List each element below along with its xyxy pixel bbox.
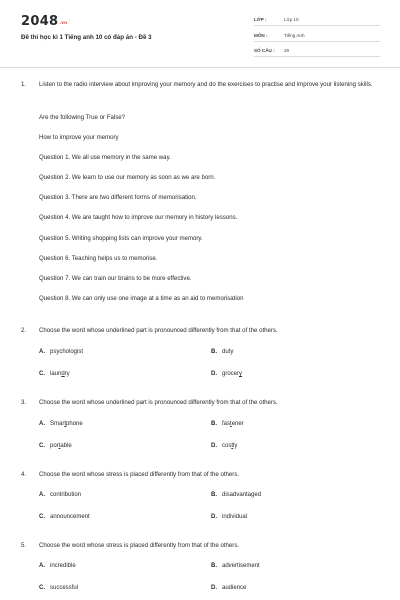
option-label: B. [211,421,217,427]
option-label: D. [211,371,217,377]
option-label: C. [39,371,45,377]
option-text: por [50,443,59,449]
question-number: 2. [21,327,27,334]
header-divider [0,67,400,68]
option-label: A. [39,349,45,355]
option-text: advertisement [222,563,260,569]
q4-option-b[interactable] [211,492,261,498]
q3-option-a[interactable] [39,421,83,427]
meta-class-value: Lớp 10 [284,17,299,22]
meta-class-key: LỚP : [254,17,267,22]
page-title: Đề thi học kì 1 Tiếng anh 10 có đáp án - Đề 3 [21,34,152,41]
q5-option-d[interactable] [211,585,246,591]
option-label: A. [39,563,45,569]
meta-count-key: SỐ CÂU : [254,48,275,53]
option-text: duty [222,349,234,355]
q1-line: Question 4. We are taught how to improve our memory in history lessons. [39,214,238,221]
option-text-rest: ener [231,421,244,427]
option-label: D. [211,585,217,591]
q3-option-d[interactable] [211,443,237,449]
q1-line: Question 3. There are two different forms of memorisation. [39,194,197,201]
option-text: Smar [50,421,65,427]
logo-text: 2048 [21,14,59,29]
meta-class-row [254,15,380,26]
q4-option-d[interactable] [211,514,247,520]
logo-suffix: .vn [59,20,68,25]
meta-count-row [254,46,380,57]
question-text: Choose the word whose underlined part is pronounced differently from that of the others. [39,399,278,406]
option-label: C. [39,514,45,520]
q1-line: How to improve your memory [39,134,119,141]
question-text: Listen to the radio interview about improving your memory and do the exercises to practise and improve your listening skills. [39,81,373,88]
option-underlined: t [231,443,234,449]
q2-option-a[interactable] [39,349,83,355]
q5-option-a[interactable] [39,563,76,569]
q1-line: Question 5. Writing shopping lists can improve your memory. [39,235,203,242]
option-text-rest: phone [66,421,83,427]
q1-line: Question 7. We can train our brains to be more effective. [39,275,192,282]
option-text: laun [50,371,62,377]
question-text: Choose the word whose stress is placed differently from that of the others. [39,542,240,549]
option-label: D. [211,514,217,520]
option-text: successful [50,585,79,591]
q1-line: Question 2. We learn to use our memory as soon as we are born. [39,174,216,181]
option-text-rest: able [60,443,72,449]
q1-line: Question 8. We can only use one image at a time as an aid to memorisation [39,295,244,302]
q4-option-a[interactable] [39,492,81,498]
question-number: 5. [21,542,27,549]
option-label: C. [39,585,45,591]
option-text-rest: ry [64,371,70,377]
option-label: D. [211,443,217,449]
q1-line: Are the following True or False? [39,114,126,121]
q1-line: Question 1. We all use memory in the same way. [39,154,171,161]
q5-option-c[interactable] [39,585,78,591]
site-logo[interactable] [21,14,67,29]
option-text: psychologist [50,349,84,355]
question-number: 4. [21,471,27,478]
meta-subject-key: MÔN : [254,33,268,38]
option-text: cos [222,443,232,449]
option-text: individual [222,514,248,520]
option-label: A. [39,421,45,427]
q4-option-c[interactable] [39,514,90,520]
q2-option-d[interactable] [211,371,242,377]
option-underlined: t [58,443,61,449]
option-underlined: t [64,421,67,427]
option-text: announcement [50,514,90,520]
q1-line: Question 6. Teaching helps us to memorise. [39,255,158,262]
option-text: grocer [222,371,240,377]
option-label: C. [39,443,45,449]
option-text: incredible [50,563,76,569]
q5-option-b[interactable] [211,563,260,569]
option-underlined: y [239,371,243,377]
option-text-rest: ly [233,443,238,449]
option-text: contribution [50,492,82,498]
q2-option-c[interactable] [39,371,70,377]
q3-option-c[interactable] [39,443,72,449]
question-text: Choose the word whose stress is placed differently from that of the others. [39,471,240,478]
option-label: B. [211,349,217,355]
option-text: disadvantaged [222,492,262,498]
option-label: A. [39,492,45,498]
option-text: fas [222,421,231,427]
q2-option-b[interactable] [211,349,233,355]
meta-subject-value: Tiếng Anh [284,33,305,38]
option-underlined: d [61,371,65,377]
meta-count-value: 29 [284,48,290,53]
option-label: B. [211,492,217,498]
option-underlined: t [230,421,232,427]
q3-option-b[interactable] [211,421,244,427]
question-number: 3. [21,399,27,406]
question-text: Choose the word whose underlined part is pronounced differently from that of the others. [39,327,278,334]
question-number: 1. [21,81,27,88]
option-text: audience [222,585,247,591]
option-label: B. [211,563,217,569]
meta-subject-row [254,31,380,42]
